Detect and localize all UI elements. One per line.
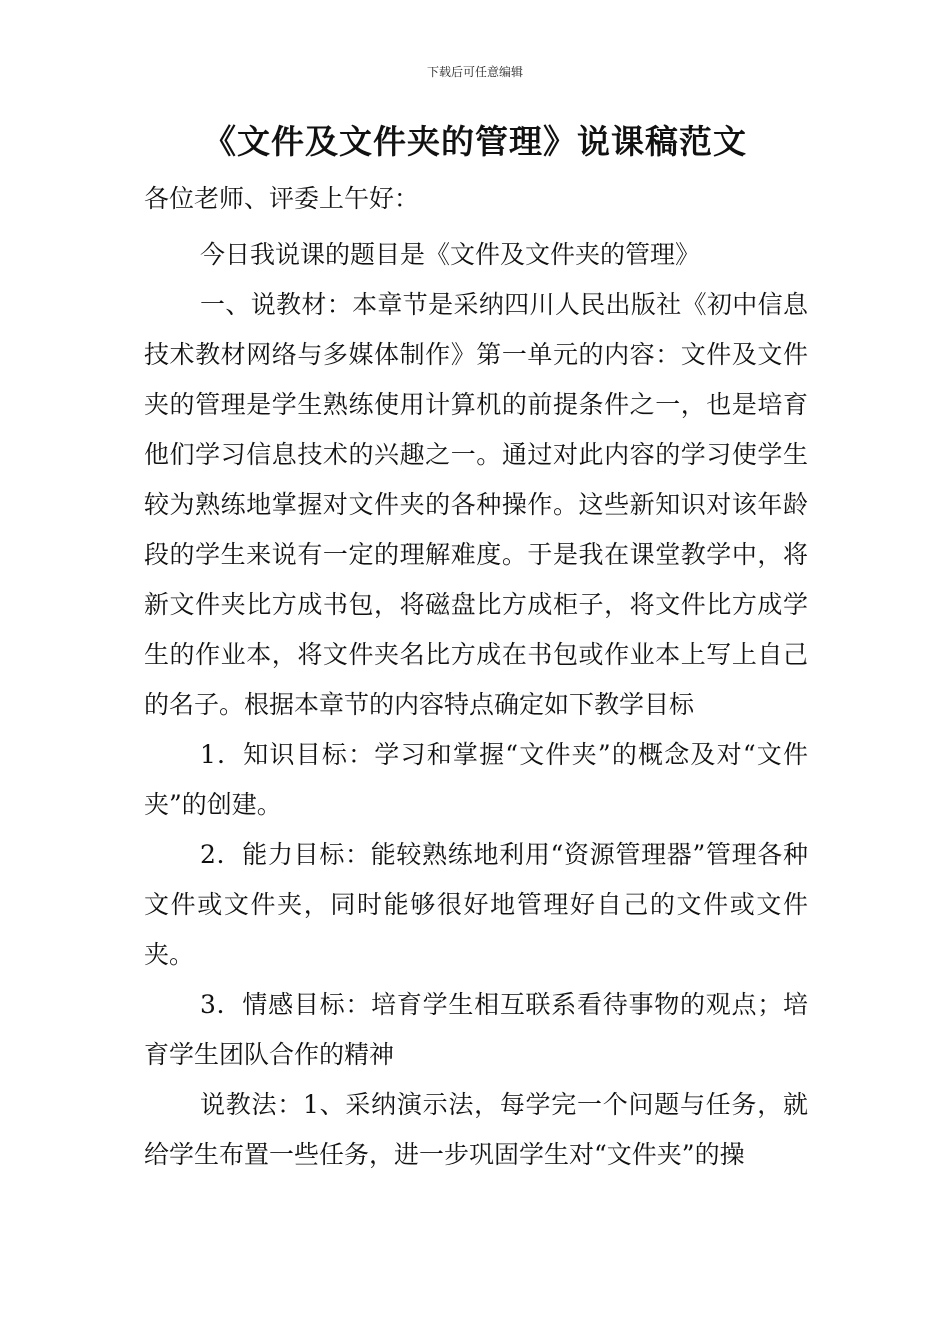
document-body xyxy=(144,174,808,1180)
paragraph-knowledge-goal: 1．知识目标：学习和掌握“文件夹”的概念及对“文件夹”的创建。 xyxy=(144,740,808,819)
header-note: 下载后可任意编辑 xyxy=(426,65,523,79)
salutation: 各位老师、评委上午好： xyxy=(144,184,420,213)
paragraph-emotion-goal: 3．情感目标：培育学生相互联系看待事物的观点；培育学生团队合作的精神 xyxy=(144,990,808,1069)
paragraph-topic: 今日我说课的题目是《文件及文件夹的管理》 xyxy=(200,240,701,269)
document-title: 《文件及文件夹的管理》说课稿范文 xyxy=(203,122,747,161)
paragraph-ability-goal: 2．能力目标：能较熟练地利用“资源管理器”管理各种文件或文件夹，同时能够很好地管理好自己的文件或文件夹。 xyxy=(144,840,808,969)
paragraph-teaching-method: 说教法：1、采纳演示法，每学完一个问题与任务，就给学生布置一些任务，进一步巩固学生对“文件夹”的操 xyxy=(144,1090,808,1169)
paragraph-textbook: 一、说教材：本章节是采纳四川人民出版社《初中信息技术教材网络与多媒体制作》第一单元的内容：文件及文件夹的管理是学生熟练使用计算机的前提条件之一，也是培育他们学习信息技术的兴趣之一。通过对此内容的学习使学生较为熟练地掌握对文件夹的各种操作。这些新知识对该年龄段的学生来说有一定的理解难度。于是我在课堂教学中，将新文件夹比方成书包，将磁盘比方成柜子，将文件比方成学生的作业本，将文件夹名比方成在书包或作业本上写上自己的名子。根据本章节的内容特点确定如下教学目标 xyxy=(144,290,808,719)
